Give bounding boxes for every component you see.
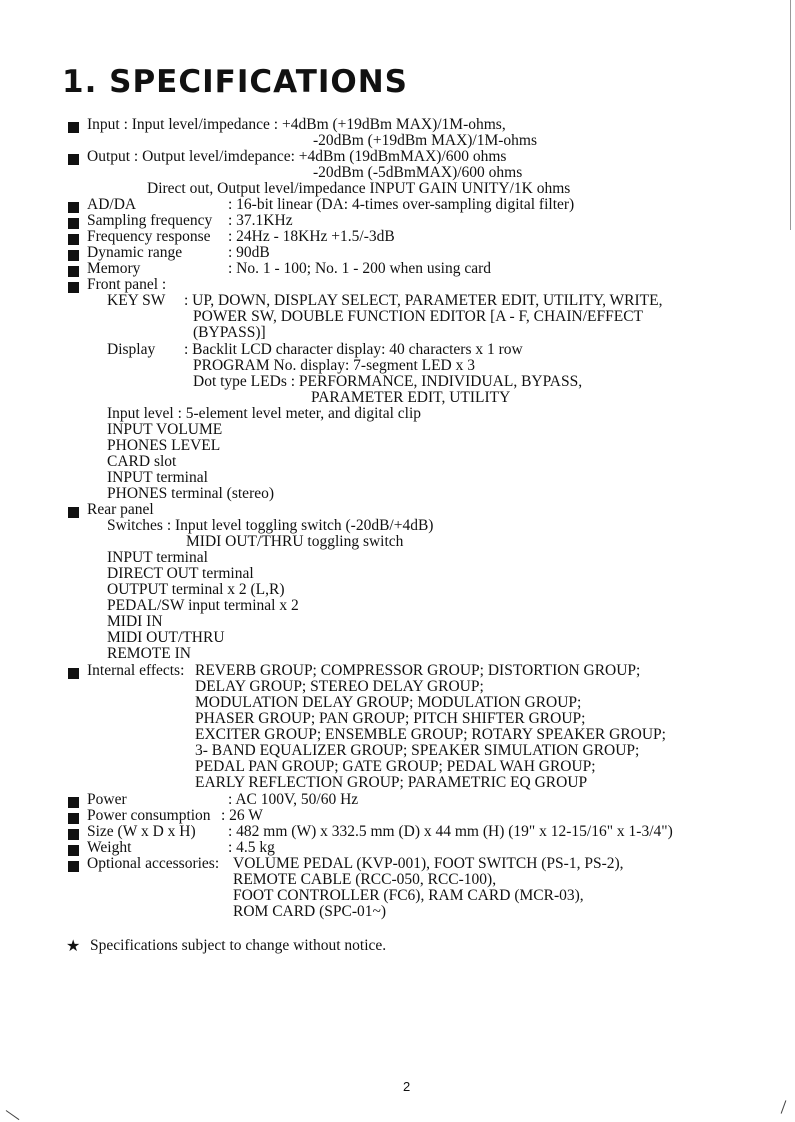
accessories-line: ROM CARD (SPC-01~) [233,903,387,920]
effects-line: MODULATION DELAY GROUP; MODULATION GROUP; [195,694,582,711]
effects-line: DELAY GROUP; STEREO DELAY GROUP; [195,678,484,695]
effects-line: EXCITER GROUP; ENSEMBLE GROUP; ROTARY SPEAKER GROUP; [195,726,666,743]
bullet-icon [68,668,79,679]
spec-memory-value: : No. 1 - 100; No. 1 - 200 when using card [228,260,492,277]
scan-edge-line [790,0,791,230]
bullet-icon [68,797,79,808]
rear-item: MIDI IN [107,613,163,630]
front-item: PHONES terminal (stereo) [107,485,275,502]
spec-dynamic-label: Dynamic range [87,244,183,261]
bullet-icon [68,829,79,840]
front-item: INPUT terminal [107,469,208,486]
spec-weight-label: Weight [87,839,132,856]
front-item: PHONES LEVEL [107,437,221,454]
front-display-line4: PARAMETER EDIT, UTILITY [311,389,511,406]
spec-front-label: Front panel : [87,276,167,293]
spec-output-line1: Output : Output level/imdepance: +4dBm (19dBmMAX)/600 ohms [87,148,507,165]
spec-sampling-label: Sampling frequency [87,212,213,229]
bullet-icon [68,861,79,872]
bullet-icon [68,202,79,213]
spec-size-value: : 482 mm (W) x 332.5 mm (D) x 44 mm (H) (19" x 12-15/16" x 1-3/4") [228,823,673,840]
rear-item: PEDAL/SW input terminal x 2 [107,597,299,614]
spec-output-line2: -20dBm (-5dBmMAX)/600 ohms [313,164,523,181]
spec-sampling-value: : 37.1KHz [228,212,293,229]
spec-consumption-value: : 26 W [221,807,263,824]
spec-size-label: Size (W x D x H) [87,823,196,840]
scan-corner-mark [6,1110,20,1120]
bullet-icon [68,845,79,856]
bullet-icon [68,250,79,261]
rear-item: DIRECT OUT terminal [107,565,254,582]
bullet-icon [68,507,79,518]
bullet-icon [68,154,79,165]
effects-line: PEDAL PAN GROUP; GATE GROUP; PEDAL WAH GROUP; [195,758,596,775]
rear-item: INPUT terminal [107,549,208,566]
accessories-line: VOLUME PEDAL (KVP-001), FOOT SWITCH (PS-1, PS-2), [233,855,624,872]
front-input-level: Input level : 5-element level meter, and digital clip [107,405,422,422]
front-display-label: Display [107,341,156,358]
bullet-icon [68,218,79,229]
star-icon: ★ [66,936,81,955]
spec-rear-label: Rear panel [87,501,154,518]
spec-accessories-label: Optional accessories: [87,855,220,872]
effects-line: PHASER GROUP; PAN GROUP; PITCH SHIFTER GROUP; [195,710,586,727]
front-display-line2: PROGRAM No. display: 7-segment LED x 3 [193,357,476,374]
front-display-line3: Dot type LEDs : PERFORMANCE, INDIVIDUAL, BYPASS, [193,373,583,390]
front-item: INPUT VOLUME [107,421,223,438]
spec-output-line3: Direct out, Output level/impedance INPUT GAIN UNITY/1K ohms [147,180,571,197]
effects-line: 3- BAND EQUALIZER GROUP; SPEAKER SIMULATION GROUP; [195,742,640,759]
spec-input-line1: Input : Input level/impedance : +4dBm (+19dBm MAX)/1M-ohms, [87,116,506,133]
front-keysw-line2: POWER SW, DOUBLE FUNCTION EDITOR [A - F, CHAIN/EFFECT [193,308,643,325]
front-keysw-line1: : UP, DOWN, DISPLAY SELECT, PARAMETER EDIT, UTILITY, WRITE, [184,292,663,309]
effects-line: REVERB GROUP; COMPRESSOR GROUP; DISTORTION GROUP; [195,662,641,679]
bullet-icon [68,813,79,824]
spec-power-label: Power [87,791,127,808]
spec-input-line2: -20dBm (+19dBm MAX)/1M-ohms [313,132,538,149]
spec-power-value: : AC 100V, 50/60 Hz [228,791,359,808]
spec-freq-label: Frequency response [87,228,211,245]
spec-effects-label: Internal effects: [87,662,185,679]
specifications-note: Specifications subject to change without notice. [90,937,387,954]
page-title: 1. SPECIFICATIONS [62,64,408,100]
spec-weight-value: : 4.5 kg [228,839,275,856]
bullet-icon [68,282,79,293]
spec-freq-value: : 24Hz - 18KHz +1.5/-3dB [228,228,395,245]
rear-switches-line1: Switches : Input level toggling switch (-20dB/+4dB) [107,517,434,534]
scan-corner-mark [781,1100,787,1113]
front-keysw-label: KEY SW [107,292,166,309]
front-display-line1: : Backlit LCD character display: 40 characters x 1 row [184,341,523,358]
spec-consumption-label: Power consumption [87,807,211,824]
rear-switches-line2: MIDI OUT/THRU toggling switch [186,533,404,550]
bullet-icon [68,122,79,133]
accessories-line: REMOTE CABLE (RCC-050, RCC-100), [233,871,497,888]
rear-item: MIDI OUT/THRU [107,629,225,646]
effects-line: EARLY REFLECTION GROUP; PARAMETRIC EQ GROUP [195,774,588,791]
rear-item: OUTPUT terminal x 2 (L,R) [107,581,285,598]
spec-adda-value: : 16-bit linear (DA: 4-times over-sampling digital filter) [228,196,575,213]
front-item: CARD slot [107,453,177,470]
front-keysw-line3: (BYPASS)] [193,324,266,341]
rear-item: REMOTE IN [107,645,191,662]
page-number: 2 [403,1079,411,1094]
bullet-icon [68,234,79,245]
spec-memory-label: Memory [87,260,141,277]
bullet-icon [68,266,79,277]
spec-dynamic-value: : 90dB [228,244,270,261]
spec-adda-label: AD/DA [87,196,137,213]
accessories-line: FOOT CONTROLLER (FC6), RAM CARD (MCR-03), [233,887,584,904]
